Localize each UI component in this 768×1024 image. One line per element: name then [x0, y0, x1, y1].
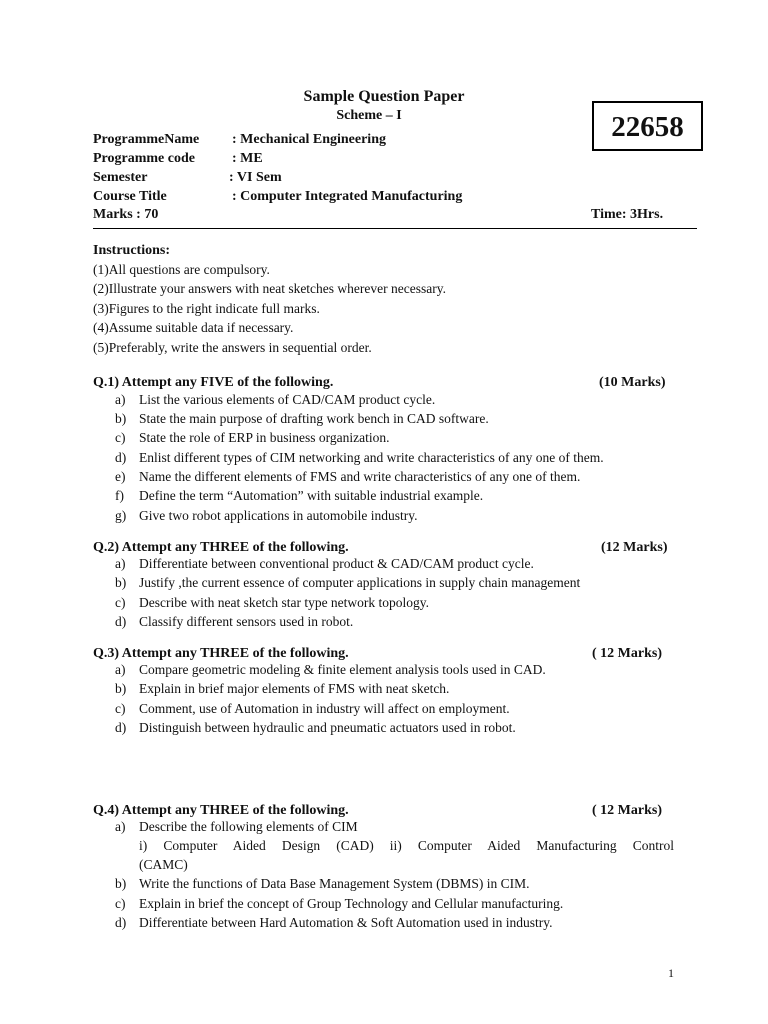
item-text: State the role of ERP in business organization. [139, 430, 390, 445]
semester-value: : VI Sem [229, 170, 282, 185]
item-text: Compare geometric modeling & finite element analysis tools used in CAD. [139, 662, 546, 677]
q2-heading: Q.2) Attempt any THREE of the following. [93, 540, 349, 555]
item-label: f) [115, 488, 124, 503]
page-number: 1 [668, 966, 674, 980]
item-text: Differentiate between conventional product & CAD/CAM product cycle. [139, 556, 534, 571]
question-item [115, 556, 534, 572]
programme-code-label: Programme code [93, 151, 195, 166]
item-text: Enlist different types of CIM networking and write characteristics of any one of them. [139, 450, 604, 465]
question-item [115, 488, 483, 504]
question-item [115, 392, 435, 408]
item-text: State the main purpose of drafting work bench in CAD software. [139, 411, 489, 426]
question-item [115, 430, 389, 446]
item-label: g) [115, 508, 127, 523]
question-item [115, 575, 580, 591]
question-item [115, 411, 489, 427]
scheme-label: Scheme – I [336, 108, 402, 123]
item-label: a) [115, 819, 126, 834]
q4-marks: ( 12 Marks) [592, 803, 662, 818]
exam-time: Time: 3Hrs. [591, 207, 664, 222]
item-label: c) [115, 595, 126, 610]
item-text: Classify different sensors used in robot. [139, 614, 354, 629]
item-text: Differentiate between Hard Automation & Soft Automation used in industry. [139, 915, 553, 930]
q3-heading: Q.3) Attempt any THREE of the following. [93, 646, 349, 661]
semester-label: Semester [93, 170, 148, 185]
question-item [115, 876, 530, 892]
question-subitem: i) Computer Aided Design (CAD) ii) Computer Aided Manufacturing Control [139, 838, 674, 853]
q3-marks: ( 12 Marks) [592, 646, 662, 661]
programme-name-label: ProgrammeName [93, 132, 200, 147]
question-item [115, 450, 604, 466]
instruction-item: (5)Preferably, write the answers in sequential order. [93, 340, 372, 355]
question-item [115, 915, 553, 931]
item-text: Justify ,the current essence of computer applications in supply chain management [139, 575, 581, 590]
question-subitem-cont: (CAMC) [139, 857, 188, 872]
item-label: c) [115, 430, 126, 445]
item-label: d) [115, 450, 127, 465]
question-item [115, 681, 449, 697]
item-label: d) [115, 915, 127, 930]
subject-code-box: 22658 [592, 101, 703, 151]
q1-marks: (10 Marks) [599, 375, 666, 390]
item-label: b) [115, 575, 127, 590]
paper-title: Sample Question Paper [303, 88, 465, 105]
item-text: Comment, use of Automation in industry will affect on employment. [139, 701, 510, 716]
item-label: a) [115, 662, 126, 677]
item-text: Describe with neat sketch star type network topology. [139, 595, 430, 610]
question-item [115, 595, 429, 611]
question-item [115, 662, 546, 678]
item-label: d) [115, 720, 127, 735]
question-item [115, 469, 580, 485]
instruction-item: (4)Assume suitable data if necessary. [93, 320, 294, 335]
instructions-heading: Instructions: [93, 243, 171, 258]
programme-name-value: : Mechanical Engineering [232, 132, 386, 147]
item-label: c) [115, 896, 126, 911]
instruction-item: (1)All questions are compulsory. [93, 262, 270, 277]
q4-heading: Q.4) Attempt any THREE of the following. [93, 803, 349, 818]
item-text: Write the functions of Data Base Management System (DBMS) in CIM. [139, 876, 530, 891]
question-item [115, 720, 516, 736]
course-title-value: : Computer Integrated Manufacturing [232, 189, 463, 204]
q2-marks: (12 Marks) [601, 540, 668, 555]
item-text: Explain in brief the concept of Group Technology and Cellular manufacturing. [139, 896, 564, 911]
item-label: c) [115, 701, 126, 716]
item-text: Explain in brief major elements of FMS with neat sketch. [139, 681, 450, 696]
item-text: Give two robot applications in automobile industry. [139, 508, 418, 523]
total-marks: Marks : 70 [93, 207, 159, 222]
item-label: e) [115, 469, 126, 484]
question-item [115, 896, 563, 912]
q1-heading: Q.1) Attempt any FIVE of the following. [93, 375, 334, 390]
item-label: b) [115, 411, 127, 426]
item-text: List the various elements of CAD/CAM product cycle. [139, 392, 436, 407]
item-label: b) [115, 681, 127, 696]
question-item [115, 508, 417, 524]
item-label: b) [115, 876, 127, 891]
programme-code-value: : ME [232, 151, 263, 166]
item-label: d) [115, 614, 127, 629]
item-text: Name the different elements of FMS and write characteristics of any one of them. [139, 469, 581, 484]
item-text: Define the term “Automation” with suitable industrial example. [139, 488, 484, 503]
question-item [115, 701, 510, 717]
course-title-label: Course Title [93, 189, 167, 204]
item-label: a) [115, 556, 126, 571]
header-divider [93, 228, 697, 229]
item-label: a) [115, 392, 126, 407]
item-text: Distinguish between hydraulic and pneumatic actuators used in robot. [139, 720, 516, 735]
instruction-item: (2)Illustrate your answers with neat sketches wherever necessary. [93, 281, 446, 296]
question-item [115, 819, 358, 835]
item-text: Describe the following elements of CIM [139, 819, 358, 834]
question-item [115, 614, 353, 630]
instruction-item: (3)Figures to the right indicate full marks. [93, 301, 320, 316]
